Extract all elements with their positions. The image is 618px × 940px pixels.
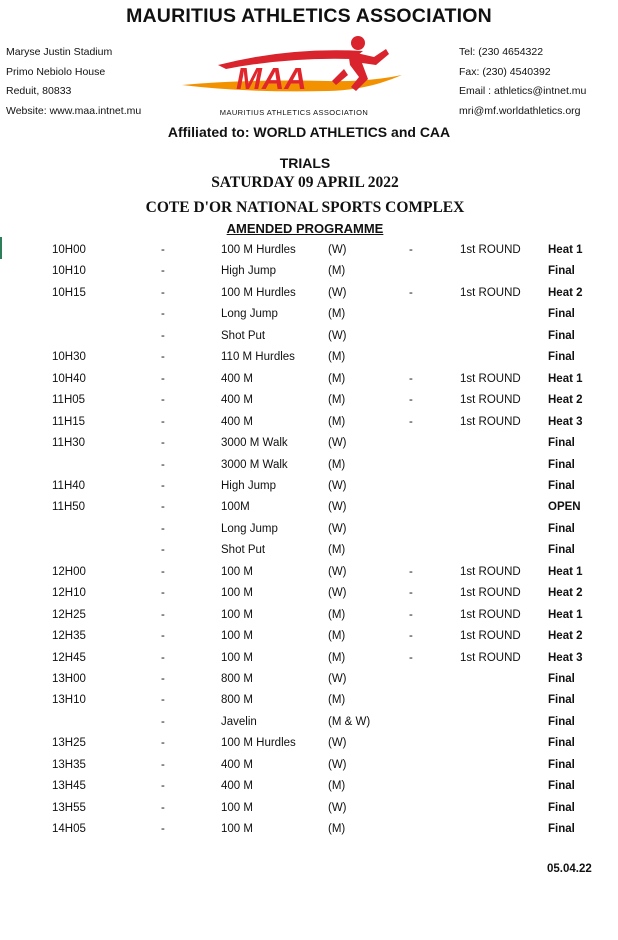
gender-category: (M & W) (328, 715, 371, 728)
separator-dash: - (409, 565, 413, 578)
separator-dash: - (409, 608, 413, 621)
event-name: 110 M Hurdles (221, 351, 295, 364)
time-cell: 11H40 (52, 479, 86, 492)
email-line: mri@mf.worldathletics.org (459, 104, 581, 117)
separator-dash: - (161, 372, 165, 385)
schedule-row (0, 477, 618, 498)
separator-dash: - (409, 394, 413, 407)
heat-status: Heat 1 (548, 565, 583, 578)
time-cell: 13H10 (52, 694, 86, 707)
schedule-row (0, 584, 618, 605)
separator-dash: - (161, 715, 165, 728)
event-name: 100 M (221, 565, 253, 578)
gender-category: (M) (328, 351, 346, 364)
schedule-row (0, 456, 618, 477)
event-name: 100 M (221, 587, 253, 600)
heat-status: Final (548, 801, 575, 814)
separator-dash: - (161, 673, 165, 685)
separator-dash: - (161, 329, 165, 342)
schedule-row (0, 777, 618, 798)
separator-dash: - (409, 415, 413, 428)
event-name: High Jump (221, 479, 276, 492)
programme-heading: AMENDED PROGRAMME (226, 221, 384, 236)
gender-category: (M) (328, 823, 346, 836)
separator-dash: - (409, 587, 413, 600)
gender-category: (W) (328, 565, 347, 578)
heat-status: Final (548, 329, 575, 342)
separator-dash: - (409, 244, 413, 256)
schedule-row (0, 563, 618, 584)
schedule-row (0, 391, 618, 412)
event-name: 100 M (221, 823, 253, 836)
gender-category: (W) (328, 673, 347, 685)
heat-status: Final (548, 458, 575, 471)
time-cell: 10H15 (52, 286, 86, 299)
heat-status: Final (548, 673, 575, 685)
gender-category: (M) (328, 308, 346, 321)
schedule-row (0, 262, 618, 283)
time-cell: 14H05 (52, 823, 86, 836)
round-label: 1st ROUND (460, 608, 521, 621)
event-name: 800 M (221, 673, 253, 685)
heat-status: Heat 2 (548, 587, 583, 600)
time-cell: 12H35 (52, 630, 86, 643)
gender-category: (W) (328, 522, 347, 535)
schedule-row (0, 370, 618, 391)
round-label: 1st ROUND (460, 587, 521, 600)
event-name: High Jump (221, 265, 276, 278)
round-label: 1st ROUND (460, 565, 521, 578)
heat-status: Heat 3 (548, 651, 583, 664)
heat-status: Heat 1 (548, 244, 583, 256)
time-cell: 10H30 (52, 351, 86, 364)
separator-dash: - (161, 244, 165, 256)
address-line: Reduit, 80833 (6, 85, 72, 97)
event-title: TRIALS (279, 155, 331, 171)
separator-dash: - (161, 651, 165, 664)
gender-category: (W) (328, 501, 347, 514)
time-cell: 13H25 (52, 737, 86, 750)
event-name: 100 M Hurdles (221, 286, 296, 299)
heat-status: Final (548, 694, 575, 707)
round-label: 1st ROUND (460, 372, 521, 385)
contact-block (459, 43, 586, 121)
gender-category: (M) (328, 651, 346, 664)
event-venue: COTE D'OR NATIONAL SPORTS COMPLEX (145, 199, 465, 216)
time-cell: 12H45 (52, 651, 86, 664)
heat-status: Heat 3 (548, 415, 583, 428)
time-cell: 12H00 (52, 565, 86, 578)
gender-category: (W) (328, 329, 347, 342)
separator-dash: - (161, 544, 165, 557)
event-date: SATURDAY 09 APRIL 2022 (211, 174, 399, 191)
heat-status: Final (548, 758, 575, 771)
event-name: 100 M Hurdles (221, 737, 296, 750)
event-name: 400 M (221, 372, 253, 385)
gender-category: (M) (328, 415, 346, 428)
gender-category: (M) (328, 265, 346, 278)
schedule-row (0, 627, 618, 648)
separator-dash: - (161, 823, 165, 836)
gender-category: (W) (328, 286, 347, 299)
separator-dash: - (161, 780, 165, 793)
schedule-row (0, 606, 618, 627)
separator-dash: - (409, 286, 413, 299)
separator-dash: - (161, 801, 165, 814)
schedule-row (0, 284, 618, 305)
email-line: Email : athletics@intnet.mu (459, 85, 587, 97)
logo-caption: MAURITIUS ATHLETICS ASSOCIATION (219, 108, 369, 117)
event-name: 100 M Hurdles (221, 244, 296, 256)
fax-line: Fax: (230) 4540392 (459, 65, 551, 78)
schedule-row (0, 649, 618, 670)
separator-dash: - (161, 265, 165, 278)
separator-dash: - (161, 415, 165, 428)
gender-category: (W) (328, 801, 347, 814)
gender-category: (M) (328, 394, 346, 407)
round-label: 1st ROUND (460, 630, 521, 643)
event-name: 800 M (221, 694, 253, 707)
website-link: Website: www.maa.intnet.mu (6, 104, 142, 117)
time-cell: 11H15 (52, 415, 86, 428)
event-name: 3000 M Walk (221, 458, 288, 471)
gender-category: (W) (328, 244, 347, 256)
event-name: 100 M (221, 801, 253, 814)
schedule-row (0, 713, 618, 734)
schedule-row (0, 799, 618, 820)
separator-dash: - (409, 630, 413, 643)
round-label: 1st ROUND (460, 286, 521, 299)
gender-category: (M) (328, 372, 346, 385)
time-cell: 12H10 (52, 587, 86, 600)
separator-dash: - (161, 630, 165, 643)
separator-dash: - (161, 608, 165, 621)
separator-dash: - (161, 351, 165, 364)
gender-category: (M) (328, 608, 346, 621)
event-name: 100 M (221, 651, 253, 664)
schedule-row (0, 670, 618, 691)
heat-status: Final (548, 737, 575, 750)
schedule-row (0, 541, 618, 562)
heat-status: Heat 2 (548, 286, 583, 299)
heat-status: Final (548, 308, 575, 321)
round-label: 1st ROUND (460, 244, 521, 256)
event-name: 100 M (221, 630, 253, 643)
separator-dash: - (161, 587, 165, 600)
separator-dash: - (161, 437, 165, 450)
schedule-row (0, 305, 618, 326)
schedule-row (0, 820, 618, 841)
affiliation-line: Affiliated to: WORLD ATHLETICS and CAA (167, 124, 451, 140)
heat-status: Final (548, 351, 575, 364)
time-cell: 13H00 (52, 673, 86, 685)
heat-status: Final (548, 715, 575, 728)
schedule-row (0, 327, 618, 348)
heat-status: Final (548, 437, 575, 450)
event-name: Shot Put (221, 544, 266, 557)
event-name: 100 M (221, 608, 253, 621)
time-cell: 10H10 (52, 265, 86, 278)
separator-dash: - (161, 737, 165, 750)
schedule-row (0, 691, 618, 712)
time-cell: 10H00 (52, 244, 86, 256)
separator-dash: - (409, 651, 413, 664)
heat-status: Final (548, 544, 575, 557)
address-block (6, 43, 141, 121)
time-cell: 12H25 (52, 608, 86, 621)
separator-dash: - (161, 501, 165, 514)
round-label: 1st ROUND (460, 415, 521, 428)
heat-status: Final (548, 265, 575, 278)
heat-status: Final (548, 479, 575, 492)
schedule-row (0, 756, 618, 777)
separator-dash: - (161, 458, 165, 471)
separator-dash: - (409, 372, 413, 385)
event-name: Shot Put (221, 329, 266, 342)
time-cell: 10H40 (52, 372, 86, 385)
time-cell: 13H55 (52, 801, 86, 814)
heat-status: Heat 1 (548, 372, 583, 385)
event-name: 400 M (221, 394, 253, 407)
gender-category: (W) (328, 587, 347, 600)
heat-status: Final (548, 522, 575, 535)
gender-category: (M) (328, 780, 346, 793)
telephone-line: Tel: (230 4654322 (459, 46, 544, 58)
event-name: 400 M (221, 758, 253, 771)
gender-category: (M) (328, 458, 346, 471)
gender-category: (M) (328, 630, 346, 643)
heat-status: OPEN (548, 501, 581, 514)
organization-title: MAURITIUS ATHLETICS ASSOCIATION (126, 5, 492, 27)
schedule-row (0, 413, 618, 434)
event-name: 400 M (221, 415, 253, 428)
schedule-row (0, 520, 618, 541)
separator-dash: - (161, 694, 165, 707)
heat-status: Heat 1 (548, 608, 583, 621)
event-name: 400 M (221, 780, 253, 793)
separator-dash: - (161, 522, 165, 535)
separator-dash: - (161, 758, 165, 771)
document-date: 05.04.22 (547, 863, 592, 875)
logo-text: MAA (236, 61, 307, 96)
time-cell: 13H35 (52, 758, 86, 771)
event-name: Long Jump (221, 308, 278, 321)
round-label: 1st ROUND (460, 394, 521, 407)
gender-category: (M) (328, 694, 346, 707)
schedule-row (0, 498, 618, 519)
heat-status: Final (548, 780, 575, 793)
gender-category: (W) (328, 737, 347, 750)
gender-category: (W) (328, 437, 347, 450)
separator-dash: - (161, 286, 165, 299)
time-cell: 11H30 (52, 437, 86, 450)
separator-dash: - (161, 565, 165, 578)
gender-category: (W) (328, 479, 347, 492)
event-name: 3000 M Walk (221, 437, 288, 450)
schedule-row (0, 734, 618, 755)
event-name: 100M (221, 501, 250, 514)
gender-category: (W) (328, 758, 347, 771)
time-cell: 11H05 (52, 394, 86, 407)
round-label: 1st ROUND (460, 651, 521, 664)
heat-status: Heat 2 (548, 394, 583, 407)
separator-dash: - (161, 308, 165, 321)
time-cell: 11H50 (52, 501, 86, 514)
address-line: Maryse Justin Stadium (6, 46, 113, 58)
event-name: Javelin (221, 715, 257, 728)
event-name: Long Jump (221, 522, 278, 535)
schedule-row (0, 348, 618, 369)
schedule-row (0, 241, 618, 262)
address-line: Primo Nebiolo House (6, 65, 106, 78)
separator-dash: - (161, 394, 165, 407)
heat-status: Heat 2 (548, 630, 583, 643)
heat-status: Final (548, 823, 575, 836)
time-cell: 13H45 (52, 780, 86, 793)
separator-dash: - (161, 479, 165, 492)
gender-category: (M) (328, 544, 346, 557)
schedule-row (0, 434, 618, 455)
